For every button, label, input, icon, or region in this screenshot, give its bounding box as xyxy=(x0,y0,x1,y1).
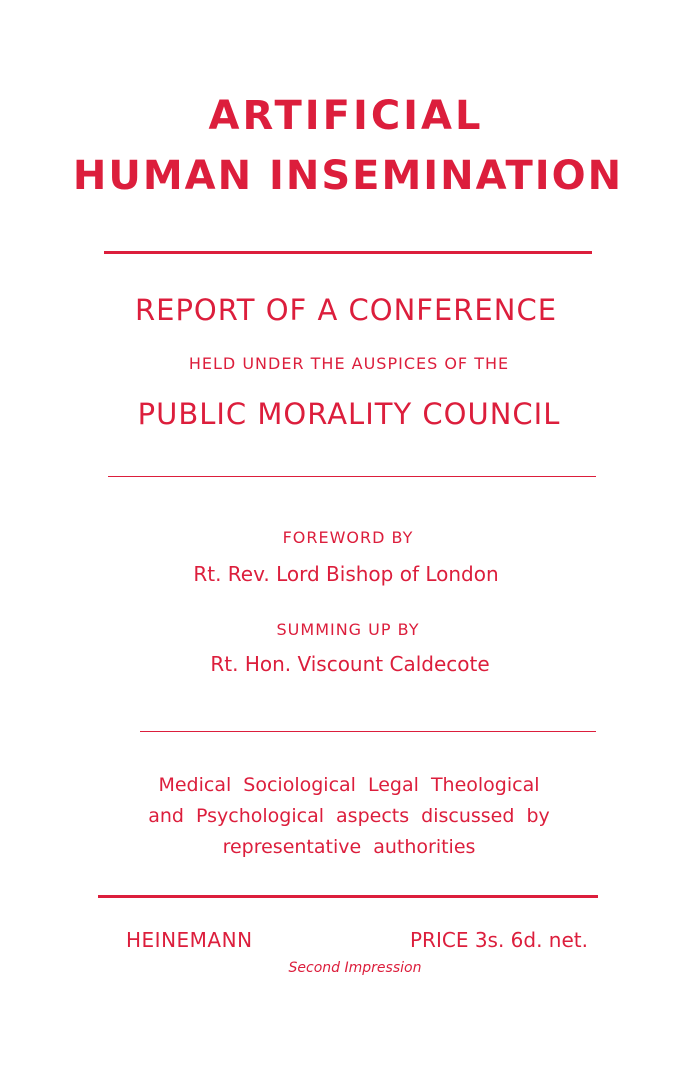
report-heading: REPORT OF A CONFERENCE xyxy=(134,293,558,327)
title-line-2: HUMAN INSEMINATION xyxy=(72,153,624,199)
price-label: PRICE 3s. 6d. net. xyxy=(410,928,588,952)
description-line-3: representative authorities xyxy=(222,836,476,858)
description-line-1: Medical Sociological Legal Theological xyxy=(158,774,540,796)
summing-up-label: SUMMING UP BY xyxy=(276,620,420,639)
description-block xyxy=(0,770,699,863)
summing-up-author: Rt. Hon. Viscount Caldecote xyxy=(210,652,490,676)
foreword-author: Rt. Rev. Lord Bishop of London xyxy=(193,562,499,586)
divider-third xyxy=(140,731,596,732)
divider-top xyxy=(104,251,592,254)
impression-note: Second Impression xyxy=(288,960,422,976)
description-line-2: and Psychological aspects discussed by xyxy=(148,805,550,827)
auspices-line: HELD UNDER THE AUSPICES OF THE xyxy=(188,354,510,373)
title-line-1: ARTIFICIAL xyxy=(208,93,484,139)
divider-bottom xyxy=(98,895,598,898)
council-name: PUBLIC MORALITY COUNCIL xyxy=(137,397,561,431)
foreword-label: FOREWORD BY xyxy=(282,528,414,547)
divider-second xyxy=(108,476,596,477)
publisher-name: HEINEMANN xyxy=(126,928,253,952)
